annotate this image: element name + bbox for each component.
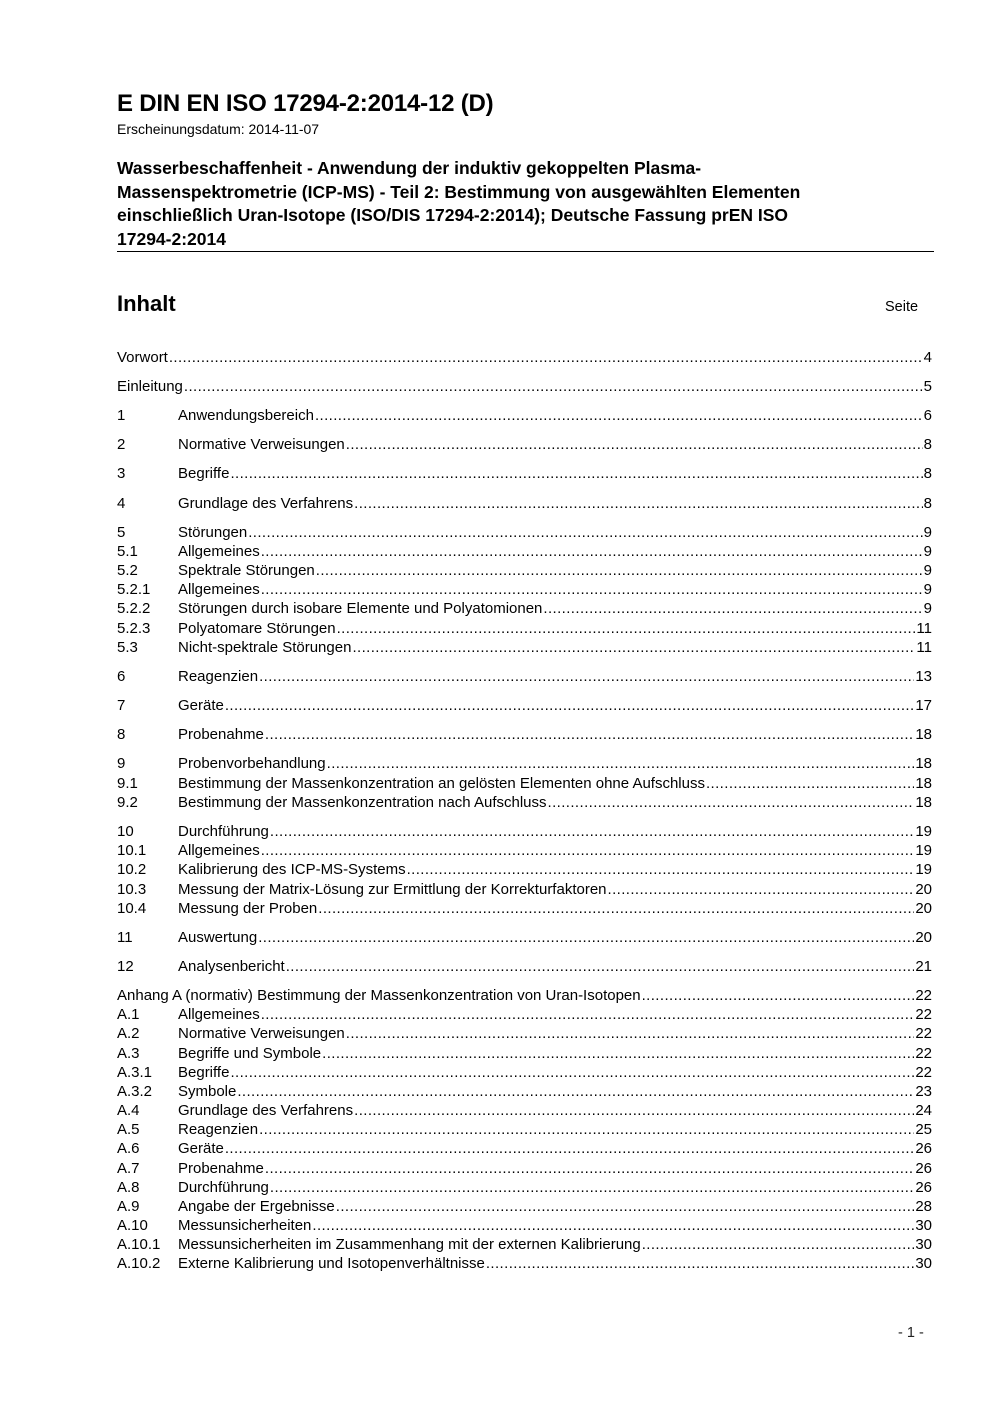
toc-dot-leader (169, 348, 923, 367)
toc-dot-leader (407, 860, 915, 879)
toc-dot-leader (322, 1044, 914, 1063)
toc-entry-title: Geräte (178, 1140, 224, 1157)
toc-entry-number: 5.2.3 (117, 620, 151, 637)
toc-entry-number: 7 (117, 697, 126, 714)
toc-entry-title: Messung der Matrix-Lösung zur Ermittlung der Korrekturfaktoren (178, 881, 607, 898)
toc-entry-number: A.10 (117, 1217, 148, 1234)
toc-entry[interactable] (117, 1101, 932, 1120)
toc-entry-page: 26 (915, 1160, 932, 1177)
toc-heading: Inhalt (117, 291, 176, 316)
toc-entry-page: 5 (923, 378, 932, 395)
toc-entry-page: 18 (915, 794, 932, 811)
toc-entry-number: A.1 (117, 1006, 140, 1023)
toc-entry[interactable] (117, 464, 932, 483)
toc-entry-number: 9.2 (117, 794, 138, 811)
toc-entry-number: A.4 (117, 1102, 140, 1119)
title-line: 17294-2:2014 (117, 228, 226, 249)
toc-dot-leader (261, 580, 923, 599)
toc-entry-number: 9.1 (117, 775, 138, 792)
toc-entry[interactable] (117, 494, 932, 513)
toc-dot-leader (225, 1139, 914, 1158)
toc-dot-leader (548, 793, 915, 812)
toc-entry[interactable] (117, 1005, 932, 1024)
toc-entry-title: Normative Verweisungen (178, 1025, 345, 1042)
toc-entry-title: Grundlage des Verfahrens (178, 495, 354, 512)
toc-entry-page: 26 (915, 1179, 932, 1196)
toc-entry-page: 24 (915, 1102, 932, 1119)
toc-dot-leader (237, 1082, 914, 1101)
toc-entry-number: A.10.1 (117, 1236, 161, 1253)
toc-entry-title: Geräte (178, 697, 224, 714)
toc-entry-number: A.9 (117, 1198, 140, 1215)
toc-entry[interactable] (117, 957, 932, 976)
toc-entry-page: 9 (923, 581, 932, 598)
toc-entry-number: 1 (117, 407, 126, 424)
toc-entry-page: 30 (915, 1236, 932, 1253)
toc-entry-page: 18 (915, 726, 932, 743)
toc-entry-page: 11 (916, 639, 932, 656)
toc-dot-leader (225, 696, 914, 715)
toc-entry[interactable] (117, 880, 932, 899)
toc-entry-number: 8 (117, 726, 126, 743)
toc-entry[interactable] (117, 725, 932, 744)
toc-entry-number: A.8 (117, 1179, 140, 1196)
toc-dot-leader (543, 599, 922, 618)
title-line: Wasserbeschaffenheit - Anwendung der induktiv gekoppelten Plasma- (117, 158, 702, 178)
toc-entry-title: Allgemeines (178, 842, 260, 859)
toc-dot-leader (337, 619, 916, 638)
toc-entry[interactable] (117, 774, 932, 793)
toc-dot-leader (346, 1024, 915, 1043)
toc-entry[interactable] (117, 1178, 932, 1197)
toc-dot-leader (230, 464, 922, 483)
toc-entry[interactable] (117, 793, 932, 812)
toc-entry-page: 8 (923, 495, 932, 512)
toc-dot-leader (265, 1159, 914, 1178)
toc-entry-title: Störungen (178, 524, 248, 541)
toc-entry-number: 2 (117, 436, 126, 453)
toc-entry-page: 20 (915, 900, 932, 917)
toc-entry[interactable] (117, 841, 932, 860)
toc-entry[interactable] (117, 1254, 932, 1273)
toc-entry-page: 22 (915, 987, 932, 1004)
page-number: - 1 - (898, 1325, 924, 1341)
toc-entry[interactable] (117, 1216, 932, 1235)
toc-entry-page: 22 (915, 1045, 932, 1062)
toc-entry-title: Allgemeines (178, 543, 260, 560)
toc-entry-title: Störungen durch isobare Elemente und Polyatomionen (178, 600, 543, 617)
toc-entry-title: Nicht-spektrale Störungen (178, 639, 352, 656)
toc-dot-leader (261, 841, 915, 860)
toc-entry-page: 9 (923, 600, 932, 617)
toc-entry-title: Grundlage des Verfahrens (178, 1102, 354, 1119)
toc-entry-title: Polyatomare Störungen (178, 620, 336, 637)
toc-entry-title: Messunsicherheiten im Zusammenhang mit der externen Kalibrierung (178, 1236, 641, 1253)
toc-entry-number: 6 (117, 668, 126, 685)
toc-dot-leader (312, 1216, 914, 1235)
toc-entry-number: 5.2.2 (117, 600, 151, 617)
toc-dot-leader (327, 754, 915, 773)
toc-entry-number: 10.2 (117, 861, 147, 878)
toc-entry[interactable] (117, 435, 932, 454)
toc-dot-leader (248, 523, 922, 542)
toc-entry-page: 18 (915, 775, 932, 792)
toc-entry-page: 19 (915, 842, 932, 859)
document-id: E DIN EN ISO 17294-2:2014-12 (D) (117, 90, 494, 117)
toc-dot-leader (608, 880, 915, 899)
toc-entry-title: Allgemeines (178, 581, 260, 598)
toc-entry-title: Durchführung (178, 823, 269, 840)
toc-entry-page: 6 (923, 407, 932, 424)
toc-entry-title: Reagenzien (178, 668, 259, 685)
toc-entry-title: Bestimmung der Massenkonzentration an gelösten Elementen ohne Aufschluss (178, 775, 705, 792)
toc-entry-number: A.6 (117, 1140, 140, 1157)
toc-entry-title: Allgemeines (178, 1006, 260, 1023)
toc-entry-number: 5 (117, 524, 126, 541)
toc-entry-number: A.10.2 (117, 1255, 161, 1272)
toc-entry[interactable] (117, 561, 932, 580)
toc-entry-title: Vorwort (117, 349, 168, 366)
toc-dot-leader (184, 377, 923, 396)
toc-entry[interactable] (117, 986, 932, 1005)
toc-dot-leader (230, 1063, 914, 1082)
toc-dot-leader (486, 1254, 914, 1273)
toc-entry-page: 13 (915, 668, 932, 685)
toc-dot-leader (354, 494, 923, 513)
toc-entry-number: A.2 (117, 1025, 140, 1042)
toc-entry[interactable] (117, 1024, 932, 1043)
toc-entry[interactable] (117, 1044, 932, 1063)
toc-dot-leader (286, 957, 915, 976)
toc-entry-number: A.7 (117, 1160, 140, 1177)
toc-entry-page: 8 (923, 465, 932, 482)
toc-entry-page: 20 (915, 881, 932, 898)
toc-entry-title: Externe Kalibrierung und Isotopenverhältnisse (178, 1255, 485, 1272)
toc-entry-page: 9 (923, 524, 932, 541)
toc-dot-leader (352, 638, 915, 657)
toc-entry-title: Anhang A (normativ) Bestimmung der Massenkonzentration von Uran-Isotopen (117, 987, 641, 1004)
toc-entry-title: Auswertung (178, 929, 258, 946)
toc-entry-number: 10.1 (117, 842, 147, 859)
toc-dot-leader (706, 774, 914, 793)
toc-entry-title: Kalibrierung des ICP-MS-Systems (178, 861, 406, 878)
toc-entry-page: 19 (915, 861, 932, 878)
toc-entry[interactable] (117, 667, 932, 686)
toc-entry-page: 9 (923, 562, 932, 579)
toc-entry-title: Probenahme (178, 726, 264, 743)
toc-dot-leader (258, 928, 914, 947)
toc-entry-page: 22 (915, 1064, 932, 1081)
toc-dot-leader (259, 667, 914, 686)
toc-entry-number: 3 (117, 465, 126, 482)
document-title (117, 157, 932, 251)
toc-entry[interactable] (117, 1197, 932, 1216)
toc-entry-title: Symbole (178, 1083, 237, 1100)
toc-entry-number: 5.2.1 (117, 581, 151, 598)
toc-entry[interactable] (117, 754, 932, 773)
toc-dot-leader (265, 725, 914, 744)
toc-entry-title: Probenvorbehandlung (178, 755, 326, 772)
toc-entry-title: Einleitung (117, 378, 183, 395)
toc-entry-number: 9 (117, 755, 126, 772)
title-line: Massenspektrometrie (ICP-MS) - Teil 2: Bestimmung von ausgewählten Elementen (117, 181, 801, 202)
toc-entry-number: A.3.1 (117, 1064, 153, 1081)
toc-entry-title: Messunsicherheiten (178, 1217, 312, 1234)
toc-entry-number: 4 (117, 495, 126, 512)
toc-entry-page: 22 (915, 1006, 932, 1023)
toc-entry-title: Analysenbericht (178, 958, 285, 975)
toc-entry[interactable] (117, 696, 932, 715)
toc-entry-title: Anwendungsbereich (178, 407, 314, 424)
toc-dot-leader (642, 986, 915, 1005)
title-divider (117, 251, 934, 252)
toc-entry-title: Begriffe (178, 1064, 230, 1081)
toc-entry-page: 23 (915, 1083, 932, 1100)
toc-entry[interactable] (117, 619, 932, 638)
toc-entry-page: 17 (915, 697, 932, 714)
toc-entry-title: Bestimmung der Massenkonzentration nach Aufschluss (178, 794, 547, 811)
toc-entry-page: 25 (915, 1121, 932, 1138)
toc-dot-leader (354, 1101, 914, 1120)
toc-entry[interactable] (117, 1063, 932, 1082)
toc-entry-page: 22 (915, 1025, 932, 1042)
toc-entry[interactable] (117, 599, 932, 618)
toc-entry[interactable] (117, 523, 932, 542)
toc-entry-page: 21 (915, 958, 932, 975)
toc-dot-leader (315, 406, 923, 425)
toc-entry-page: 18 (915, 755, 932, 772)
toc-entry-number: 5.2 (117, 562, 138, 579)
toc-entry-number: 12 (117, 958, 134, 975)
toc-entry-page: 30 (915, 1217, 932, 1234)
toc-entry-title: Spektrale Störungen (178, 562, 315, 579)
toc-entry[interactable] (117, 542, 932, 561)
toc-dot-leader (259, 1120, 914, 1139)
toc-dot-leader (261, 542, 923, 561)
toc-entry-page: 9 (923, 543, 932, 560)
toc-entry-page: 30 (915, 1255, 932, 1272)
toc-entry[interactable] (117, 822, 932, 841)
toc-entry-page: 11 (916, 620, 932, 637)
toc-entry-number: A.3.2 (117, 1083, 153, 1100)
toc-entry[interactable] (117, 1139, 932, 1158)
toc-dot-leader (270, 1178, 914, 1197)
toc-dot-leader (642, 1235, 915, 1254)
toc-entry-number: A.3 (117, 1045, 140, 1062)
toc-dot-leader (318, 899, 914, 918)
toc-entry[interactable] (117, 899, 932, 918)
toc-entry-number: 5.3 (117, 639, 138, 656)
toc-entry[interactable] (117, 638, 932, 657)
toc-entry-title: Normative Verweisungen (178, 436, 345, 453)
toc-entry[interactable] (117, 860, 932, 879)
toc-entry-title: Messung der Proben (178, 900, 318, 917)
toc-entry[interactable] (117, 928, 932, 947)
toc-entry-number: A.5 (117, 1121, 140, 1138)
toc-entry-number: 5.1 (117, 543, 138, 560)
title-line: einschließlich Uran-Isotope (ISO/DIS 17294-2:2014); Deutsche Fassung prEN ISO (117, 205, 789, 225)
toc-page-label: Seite (885, 299, 919, 315)
toc-dot-leader (336, 1197, 915, 1216)
toc-entry-page: 8 (923, 436, 932, 453)
toc-entry[interactable] (117, 1120, 932, 1139)
toc-entry-page: 26 (915, 1140, 932, 1157)
toc-dot-leader (270, 822, 914, 841)
toc-entry[interactable] (117, 1082, 932, 1101)
toc-entry-title: Probenahme (178, 1160, 264, 1177)
toc-entry[interactable] (117, 377, 932, 396)
toc-dot-leader (346, 435, 923, 454)
toc-entry-page: 20 (915, 929, 932, 946)
toc-dot-leader (316, 561, 923, 580)
toc-entry-page: 4 (923, 349, 932, 366)
toc-entry[interactable] (117, 1159, 932, 1178)
toc-entry-page: 19 (915, 823, 932, 840)
toc-entry-title: Reagenzien (178, 1121, 259, 1138)
toc-entry-title: Begriffe und Symbole (178, 1045, 322, 1062)
toc-entry-title: Begriffe (178, 465, 230, 482)
toc-entry-number: 10.4 (117, 900, 147, 917)
toc-entry[interactable] (117, 348, 932, 367)
toc-entry[interactable] (117, 1235, 932, 1254)
toc-entry-number: 10 (117, 823, 134, 840)
toc-entry-page: 28 (915, 1198, 932, 1215)
toc-entry[interactable] (117, 406, 932, 425)
toc-entry-title: Durchführung (178, 1179, 269, 1196)
toc-dot-leader (261, 1005, 915, 1024)
toc-entry-title: Angabe der Ergebnisse (178, 1198, 335, 1215)
toc-entry-number: 11 (117, 929, 133, 946)
toc-entry-number: 10.3 (117, 881, 147, 898)
toc-entry[interactable] (117, 580, 932, 599)
publication-date: Erscheinungsdatum: 2014-11-07 (117, 121, 320, 137)
